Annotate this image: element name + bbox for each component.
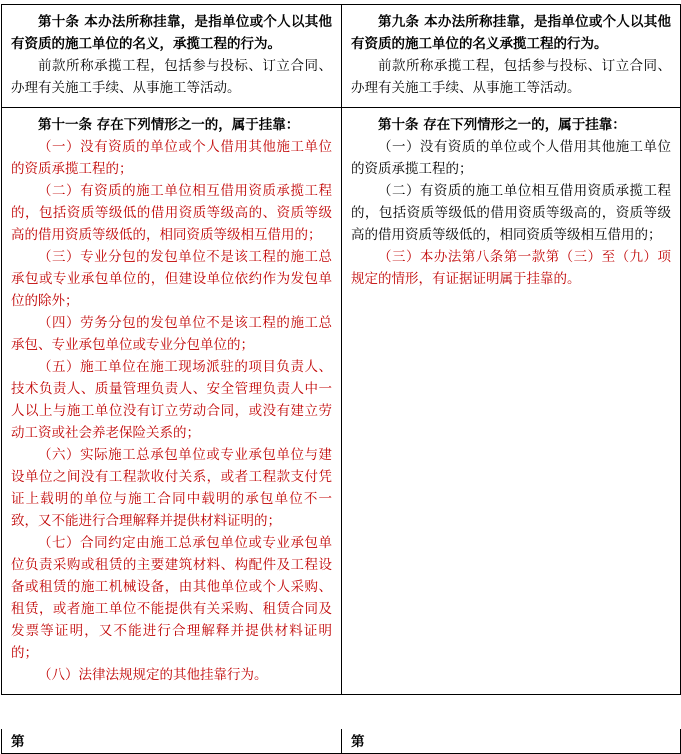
paragraph: （二）有资质的施工单位相互借用资质承揽工程的，包括资质等级低的借用资质等级高的、资质等级高的借用资质等级低的，相同资质等级相互借用的；	[11, 183, 332, 243]
cell-left-article-11	[2, 108, 342, 695]
partial-next-row	[1, 729, 644, 750]
document-page	[0, 4, 671, 750]
paragraph: （四）劳务分包的发包单位不是该工程的施工总承包、专业承包单位或专业分包单位的；	[11, 315, 332, 353]
paragraph: （七）合同约定由施工总承包单位或专业承包单位负责采购或租赁的主要建筑材料、构配件及工程设备或租赁的施工机械设备，由其他单位或个人采购、租赁，或者施工单位不能提供有关采购、租赁合同及发票等证明，又不能进行合理解释并提供材料证明的；	[11, 535, 332, 661]
partial-text: 第	[11, 734, 25, 750]
paragraph: （二）有资质的施工单位相互借用资质承揽工程的，包括资质等级低的借用资质等级高的，资质等级高的借用资质等级低的，相同资质等级相互借用的；	[351, 183, 671, 243]
paragraph: （三）本办法第八条第一款第（三）至（九）项规定的情形，有证据证明属于挂靠的。	[351, 249, 671, 287]
paragraph: （五）施工单位在施工现场派驻的项目负责人、技术负责人、质量管理负责人、安全管理负责人中一人以上与施工单位没有订立劳动合同，或没有建立劳动工资或社会养老保险关系的；	[11, 359, 332, 441]
paragraph: 第十一条 存在下列情形之一的，属于挂靠：	[38, 117, 300, 133]
partial-text: 第	[351, 734, 365, 750]
table-row	[2, 108, 681, 695]
table-row	[2, 5, 681, 108]
paragraph: （一）没有资质的单位或个人借用其他施工单位的资质承揽工程的；	[351, 139, 671, 177]
paragraph: 第九条 本办法所称挂靠，是指单位或个人以其他有资质的施工单位的名义承揽工程的行为。	[351, 14, 671, 52]
paragraph: （六）实际施工总承包单位或专业承包单位与建设单位之间没有工程款收付关系，或者工程款支付凭证上载明的单位与施工合同中载明的承包单位不一致，又不能进行合理解释并提供材料证明的；	[11, 447, 332, 529]
paragraph: 前款所称承揽工程，包括参与投标、订立合同、办理有关施工手续、从事施工等活动。	[11, 58, 332, 96]
cell-left-partial	[2, 729, 342, 754]
paragraph: （八）法律法规规定的其他挂靠行为。	[38, 667, 268, 683]
cell-right-article-9	[342, 5, 681, 108]
cell-right-article-10	[342, 108, 681, 695]
paragraph: 前款所称承揽工程，包括参与投标、订立合同、办理有关施工手续、从事施工等活动。	[351, 58, 671, 96]
cell-left-article-10	[2, 5, 342, 108]
paragraph: 第十条 存在下列情形之一的，属于挂靠：	[378, 117, 626, 133]
comparison-table	[1, 4, 681, 695]
paragraph: 第十条 本办法所称挂靠，是指单位或个人以其他有资质的施工单位的名义，承揽工程的行为。	[11, 14, 332, 52]
cell-right-partial	[342, 729, 681, 754]
paragraph: （一）没有资质的单位或个人借用其他施工单位的资质承揽工程的；	[11, 139, 332, 177]
paragraph: （三）专业分包的发包单位不是该工程的施工总承包或专业承包单位的，但建设单位依约作为发包单位的除外；	[11, 249, 332, 309]
